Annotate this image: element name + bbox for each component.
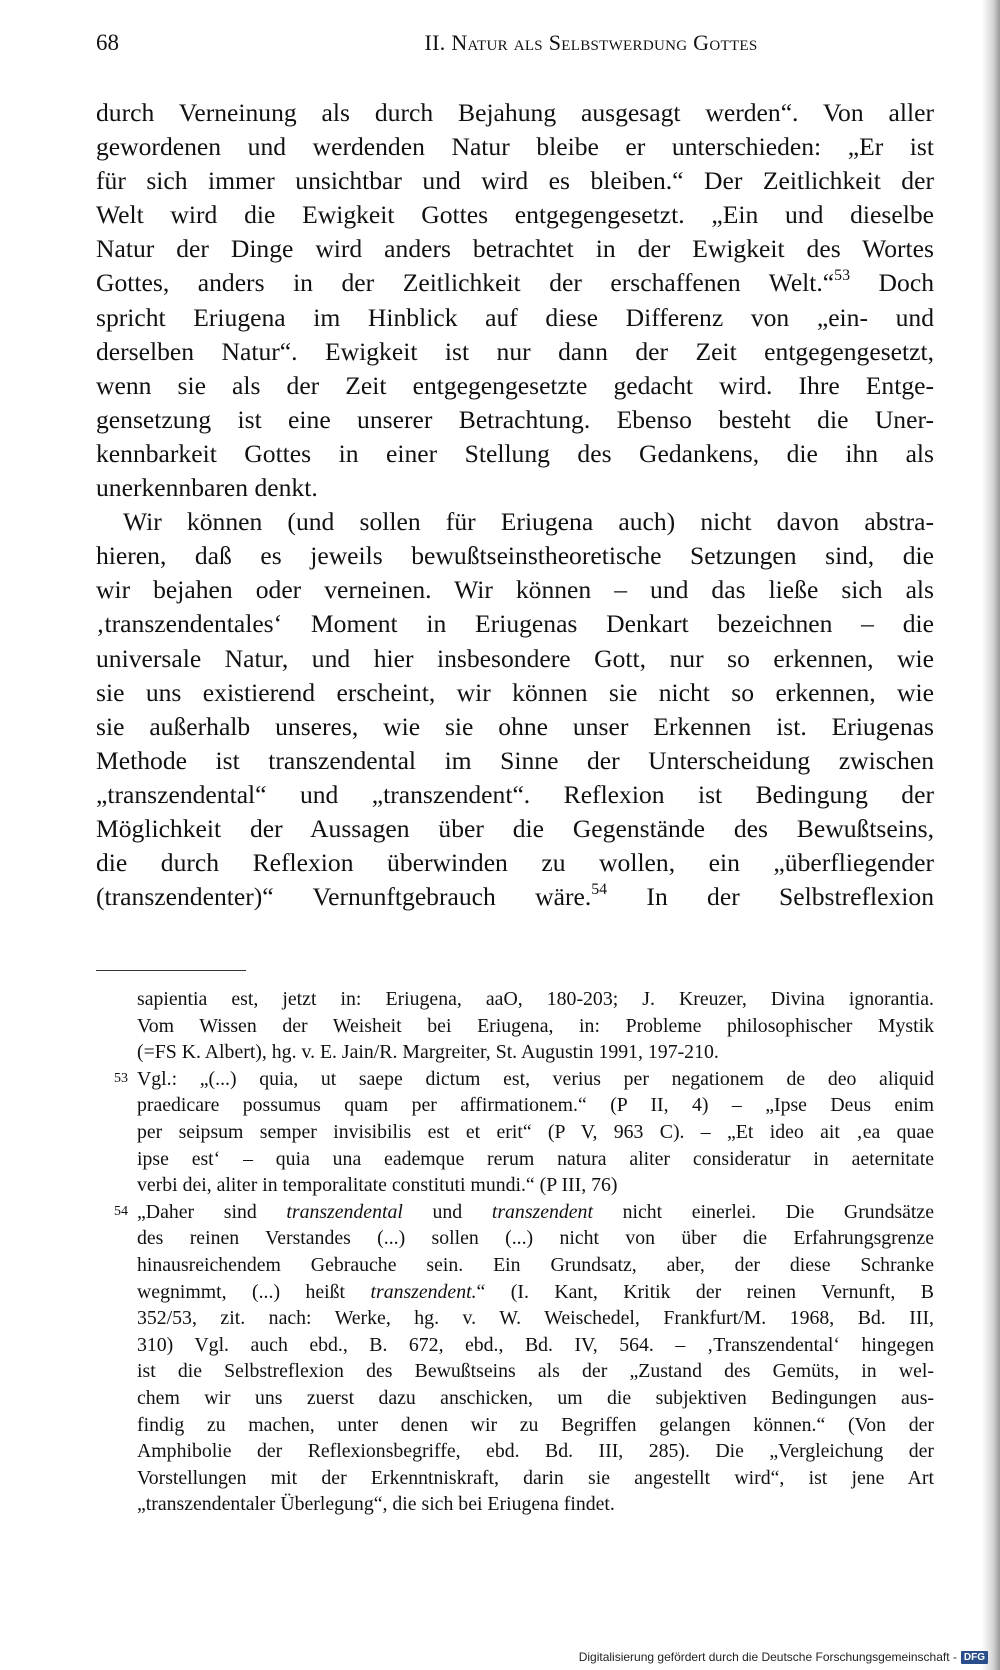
body-line-text: (transzendenter)“ Vernunftgebrauch wäre. (96, 882, 592, 912)
footnote-line: sapientia est, jetzt in: Eriugena, aaO, 180-203; J. Kreuzer, Divina ignorantia. (137, 988, 934, 1010)
body-line: für sich immer unsichtbar und wird es bleiben.“ Der Zeitlichkeit der (96, 166, 934, 196)
body-line: spricht Eriugena im Hinblick auf diese Differenz von „ein- und (96, 302, 934, 332)
body-line: Welt wird die Ewigkeit Gottes entgegengesetzt. „Ein und dieselbe (96, 200, 934, 230)
footnote-line (96, 1199, 934, 1226)
body-line: universale Natur, und hier insbesondere Gott, nur so erkennen, wie (96, 643, 934, 673)
footnote-line: Amphibolie der Reflexionsbegriffe, ebd. Bd. III, 285). Die „Vergleichung der (137, 1440, 934, 1463)
footnote-line: Vom Wissen der Weisheit bei Eriugena, in: Probleme philosophischer Mystik (137, 1014, 934, 1037)
body-line (96, 266, 934, 300)
footnotes (96, 986, 934, 1518)
body-line: gewordenen und werdenden Natur bleibe er unterschieden: „Er ist (96, 132, 934, 162)
footnote-line (96, 1279, 934, 1306)
body-line: Methode ist transzendental im Sinne der Unterscheidung zwischen (96, 745, 934, 775)
footnote-line: verbi dei, aliter in temporalitate constituti mundi.“ (P III, 76) (137, 1174, 618, 1197)
footnote-line: Vgl.: „(...) quia, ut saepe dictum est, verius per negationem de deo aliquid (137, 1067, 934, 1090)
footnote-line: (=FS K. Albert), hg. v. E. Jain/R. Margreiter, St. Augustin 1991, 197-210. (137, 1041, 719, 1064)
body-line: sie außerhalb unseres, wie sie ohne unser Erkennen ist. Eriugenas (96, 711, 934, 741)
body-line-text: In der Selbstreflexion (607, 882, 934, 912)
footnote-continuation (96, 986, 934, 1066)
footnote-line: findig zu machen, unter denen wir zu Begriffen gelangen können.“ (Von der (137, 1413, 934, 1436)
body-line: „transzendental“ und „transzendent“. Reflexion ist Bedingung der (96, 779, 934, 809)
body-line: Wir können (und sollen für Eriugena auch) nicht davon abstra- (123, 507, 934, 537)
body-line: kennbarkeit Gottes in einer Stellung des Gedankens, die ihn als (96, 438, 934, 468)
running-head: II. Natur als Selbstwerdung Gottes (424, 30, 758, 55)
page-header (96, 30, 938, 66)
body-line: sie uns existierend erscheint, wir können sie nicht so erkennen, wie (96, 677, 934, 707)
body-line: derselben Natur“. Ewigkeit ist nur dann der Zeit entgegengesetzt, (96, 336, 934, 366)
body-line: Möglichkeit der Aussagen über die Gegenstände des Bewußtseins, (96, 813, 934, 843)
body-line (96, 880, 934, 914)
body-line-text: Doch (850, 268, 934, 298)
body-line: wenn sie als der Zeit entgegengesetzte gedacht wird. Ihre Entge- (96, 370, 934, 400)
credit-text: Digitalisierung gefördert durch die Deutsche Forschungsgemeinschaft - (578, 1650, 957, 1664)
footnote-ref-53[interactable]: 53 (834, 267, 851, 285)
footnote-54 (96, 1199, 934, 1518)
body-line: die durch Reflexion überwinden zu wollen, ein „überfliegender (96, 848, 934, 878)
page-edge-shadow (982, 0, 1000, 1670)
footnote-53 (96, 1066, 934, 1199)
footnote-text: wegnimmt, (...) heißt (137, 1280, 371, 1303)
digitization-credit (579, 1650, 988, 1664)
footnote-ref-54[interactable]: 54 (591, 881, 608, 899)
body-line: unerkennbaren denkt. (96, 473, 318, 503)
body-line: gensetzung ist eine unserer Betrachtung. Ebenso besteht die Uner- (96, 404, 934, 434)
body-line: durch Verneinung als durch Bejahung ausgesagt werden“. Von aller (96, 98, 934, 127)
footnote-line: Vorstellungen mit der Erkenntniskraft, darin sie angestellt wird“, ist jene Art (137, 1466, 934, 1489)
footnote-line: chem wir uns zuerst dazu anschicken, um die subjektiven Bedingungen aus- (137, 1386, 934, 1409)
page-number: 68 (96, 30, 119, 55)
body-line: hieren, daß es jeweils bewußtseinstheoretische Setzungen sind, die (96, 541, 934, 571)
footnote-number: 54 (114, 1203, 128, 1219)
footnote-text: nicht einerlei. Die Grundsätze (592, 1200, 934, 1223)
footnote-line: praedicare possumus quam per affirmationem.“ (P II, 4) – „Ipse Deus enim (137, 1094, 934, 1117)
footnote-emphasis: transzendental (286, 1200, 403, 1223)
footnote-line: ipse est‘ – quia una eademque rerum natura aliter consideratur in aeternitate (137, 1147, 934, 1170)
body-line: Natur der Dinge wird anders betrachtet in der Ewigkeit des Wortes (96, 234, 934, 264)
footnote-text: und (402, 1200, 492, 1223)
body-text (96, 96, 934, 914)
body-line: ‚transzendentales‘ Moment in Eriugenas Denkart bezeichnen – die (96, 609, 934, 639)
footnote-line: per seipsum semper invisibilis est et erit“ (P V, 963 C). – „Et ideo ait ‚ea quae (137, 1120, 934, 1143)
footnote-text: “ (I. Kant, Kritik der reinen Vernunft, B (476, 1280, 934, 1303)
body-line-text: Gottes, anders in der Zeitlichkeit der erschaffenen Welt.“ (96, 268, 835, 298)
footnote-line: ist die Selbstreflexion des Bewußtseins als der „Zustand des Gemüts, in wel- (137, 1360, 934, 1383)
footnote-separator (96, 970, 246, 971)
footnote-line: hinausreichendem Gebrauche sein. Ein Grundsatz, aber, der diese Schranke (137, 1253, 934, 1276)
footnote-text: „Daher sind (137, 1200, 287, 1223)
body-line: wir bejahen oder verneinen. Wir können – und das ließe sich als (96, 575, 934, 605)
footnote-emphasis: transzendent (491, 1200, 593, 1223)
dfg-logo: DFG (961, 1651, 988, 1664)
footnote-line: 310) Vgl. auch ebd., B. 672, ebd., Bd. IV, 564. – ‚Transzendental‘ hingegen (137, 1333, 934, 1356)
footnote-emphasis: transzendent. (370, 1280, 477, 1303)
footnote-line: 352/53, zit. nach: Werke, hg. v. W. Weischedel, Frankfurt/M. 1968, Bd. III, (137, 1307, 934, 1330)
footnote-number: 53 (114, 1070, 128, 1086)
footnote-line: „transzendentaler Überlegung“, die sich bei Eriugena findet. (137, 1493, 615, 1516)
footnote-line: des reinen Verstandes (...) sollen (...) nicht von über die Erfahrungsgrenze (137, 1227, 934, 1250)
